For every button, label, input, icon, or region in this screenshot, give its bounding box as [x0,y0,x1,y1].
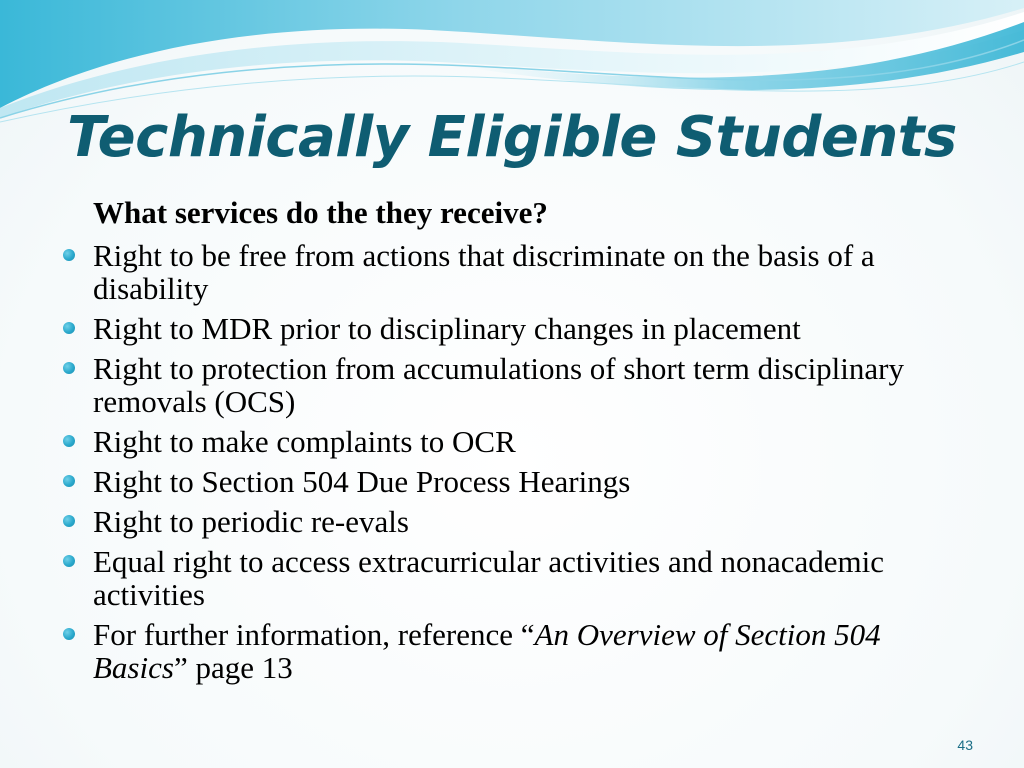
bullet-text: Equal right to access extracurricular activities and nonacademic activities [93,544,884,612]
slide-title: Technically Eligible Students [67,105,957,170]
bullet-icon [63,249,75,261]
bullet-icon [63,435,75,447]
bullet-icon [63,322,75,334]
list-item [60,352,960,418]
reference-title: An Overview of Section 504 Basics [93,617,881,685]
bullet-icon [63,555,75,567]
list-item [60,545,960,611]
list-item [60,425,960,458]
bullet-text-suffix: ” page 13 [173,650,293,685]
page-number: 43 [957,737,973,753]
bullet-text: Right to make complaints to OCR [93,424,516,459]
bullet-list [60,239,960,684]
bullet-text: Right to MDR prior to disciplinary changes in placement [93,311,801,346]
bullet-icon [63,362,75,374]
bullet-text-prefix: For further information, reference “ [93,617,535,652]
list-item [60,239,960,305]
bullet-icon [63,628,75,640]
bullet-icon [63,515,75,527]
bullet-text: Right to Section 504 Due Process Hearings [93,464,631,499]
list-item [60,312,960,345]
bullet-text: Right to protection from accumulations of short term disciplinary removals (OCS) [93,351,904,419]
slide-body [60,196,960,691]
bullet-text: Right to be free from actions that discriminate on the basis of a disability [93,238,875,306]
list-item [60,505,960,538]
subheading: What services do the they receive? [93,195,548,230]
list-item [60,465,960,498]
bullet-text: Right to periodic re-evals [93,504,409,539]
list-item [60,618,960,684]
bullet-icon [63,475,75,487]
